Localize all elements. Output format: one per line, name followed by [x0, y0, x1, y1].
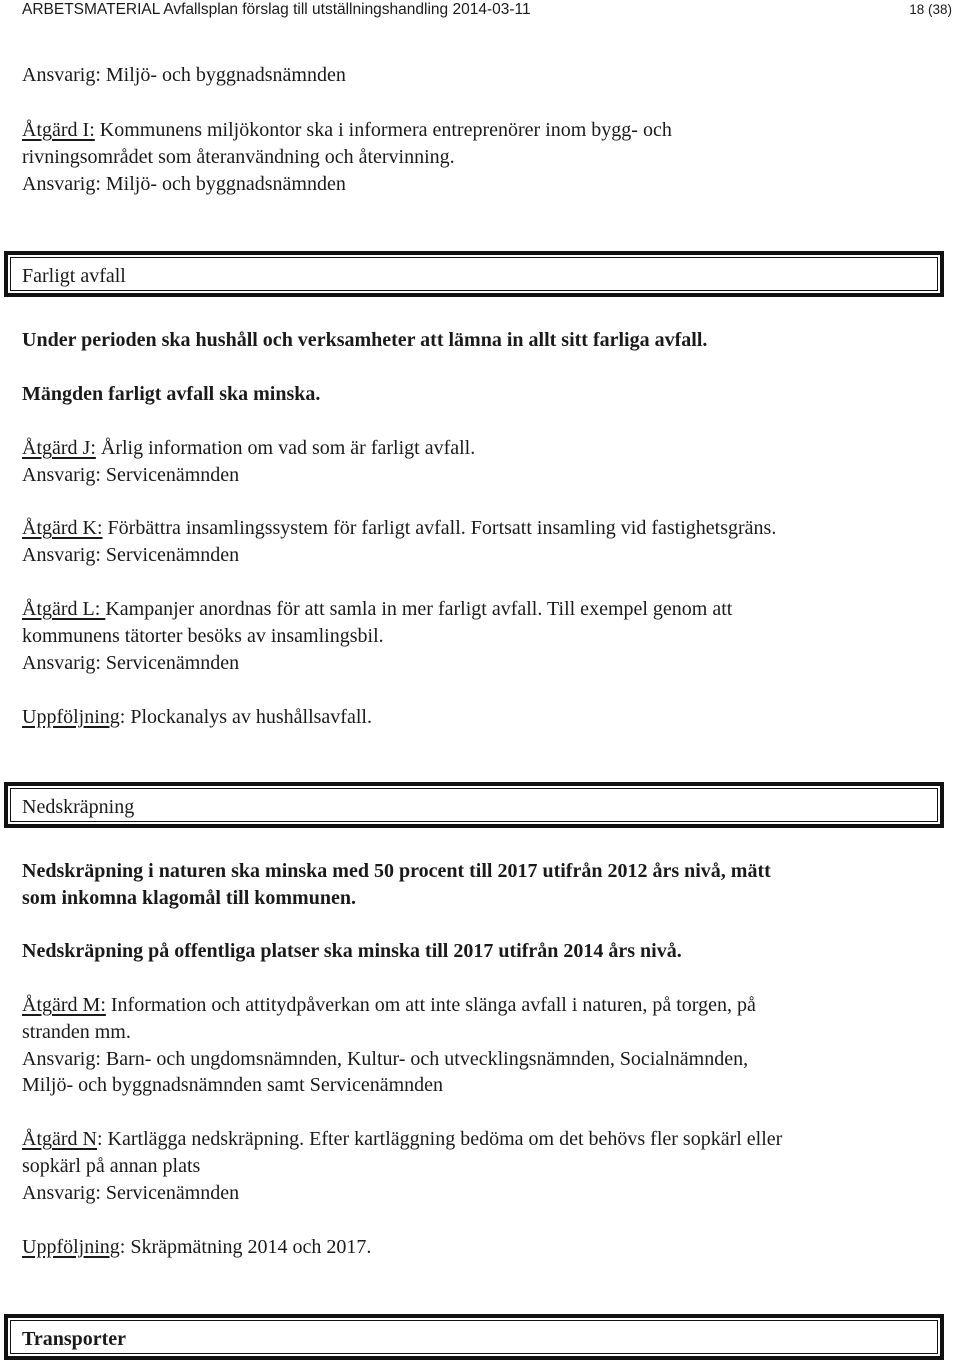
section-heading-box-transporter [4, 1314, 944, 1360]
atgard-j-line [22, 435, 475, 462]
atgard-i-line-1 [22, 117, 672, 144]
ansvarig-line: Ansvarig: Miljö- och byggnadsnämnden [22, 64, 346, 86]
atgard-n-label: Åtgärd N [22, 1128, 97, 1150]
uppfoljning-line [22, 704, 372, 731]
uppfoljning-text: : Skräpmätning 2014 och 2017. [119, 1236, 372, 1258]
page-header [22, 0, 952, 20]
atgard-l-line-2: kommunens tätorter besöks av insamlingsbil. [22, 625, 384, 647]
ansvarig-line: Ansvarig: Barn- och ungdomsnämnden, Kultur- och utvecklingsnämnden, Socialnämnden, [22, 1048, 749, 1070]
atgard-l-text: Kampanjer anordnas för att samla in mer farligt avfall. Till exempel genom att [105, 598, 733, 620]
uppfoljning-label: Uppföljning [22, 1236, 120, 1258]
heading-box-inner-border [10, 1320, 938, 1354]
atgard-k-line [22, 515, 776, 542]
uppfoljning-line [22, 1234, 371, 1261]
atgard-i-label: Åtgärd I: [22, 119, 95, 141]
atgard-i-line-2: rivningsområdet som återanvändning och återvinning. [22, 146, 455, 168]
section-heading-box-nedskrapning [4, 782, 944, 828]
ansvarig-line: Ansvarig: Servicenämnden [22, 464, 240, 486]
page-number: 18 (38) [909, 2, 952, 17]
atgard-m-label: Åtgärd M: [22, 994, 106, 1016]
atgard-m-text: Information och attitydpåverkan om att inte slänga avfall i naturen, på torgen, på [105, 994, 756, 1016]
section-heading-farligt-avfall: Farligt avfall [22, 265, 126, 287]
atgard-i-text: Kommunens miljökontor ska i informera entreprenörer inom bygg- och [94, 119, 672, 141]
atgard-k-label: Åtgärd K: [22, 517, 103, 539]
atgard-k-text: Förbättra insamlingssystem för farligt avfall. Fortsatt insamling vid fastighetsgräns. [102, 517, 777, 539]
ansvarig-line: Ansvarig: Servicenämnden [22, 652, 240, 674]
atgard-m-line-1 [22, 992, 756, 1019]
atgard-m-line-2: stranden mm. [22, 1021, 131, 1043]
document-title: ARBETSMATERIAL Avfallsplan förslag till utställningshandling 2014-03-11 [22, 1, 531, 18]
section-heading-nedskrapning: Nedskräpning [22, 796, 135, 818]
atgard-n-line-2: sopkärl på annan plats [22, 1155, 201, 1177]
heading-box-inner-border [10, 788, 938, 822]
section-heading-transporter: Transporter [22, 1328, 127, 1350]
goal-statement-line-1: Nedskräpning i naturen ska minska med 50 procent till 2017 utifrån 2012 års nivå, mätt [22, 860, 771, 882]
atgard-j-text: Årlig information om vad som är farligt avfall. [95, 437, 476, 459]
atgard-l-line-1 [22, 596, 732, 623]
atgard-n-text: : Kartlägga nedskräpning. Efter kartläggning bedöma om det behövs fler sopkärl eller [96, 1128, 783, 1150]
atgard-l-label: Åtgärd L: [22, 598, 106, 620]
goal-statement-line-2: som inkomna klagomål till kommunen. [22, 887, 356, 909]
heading-box-inner-border [10, 257, 938, 291]
ansvarig-line: Ansvarig: Servicenämnden [22, 544, 240, 566]
goal-statement: Mängden farligt avfall ska minska. [22, 383, 321, 405]
uppfoljning-text: : Plockanalys av hushållsavfall. [119, 706, 372, 728]
atgard-j-label: Åtgärd J: [22, 437, 96, 459]
ansvarig-line: Ansvarig: Servicenämnden [22, 1182, 240, 1204]
goal-statement: Nedskräpning på offentliga platser ska minska till 2017 utifrån 2014 års nivå. [22, 940, 682, 962]
ansvarig-line: Ansvarig: Miljö- och byggnadsnämnden [22, 173, 346, 195]
uppfoljning-label: Uppföljning [22, 706, 120, 728]
ansvarig-line-continued: Miljö- och byggnadsnämnden samt Servicenämnden [22, 1074, 444, 1096]
goal-statement: Under perioden ska hushåll och verksamheter att lämna in allt sitt farliga avfall. [22, 329, 708, 351]
atgard-n-line-1 [22, 1126, 782, 1153]
section-heading-box-farligt-avfall [4, 251, 944, 297]
